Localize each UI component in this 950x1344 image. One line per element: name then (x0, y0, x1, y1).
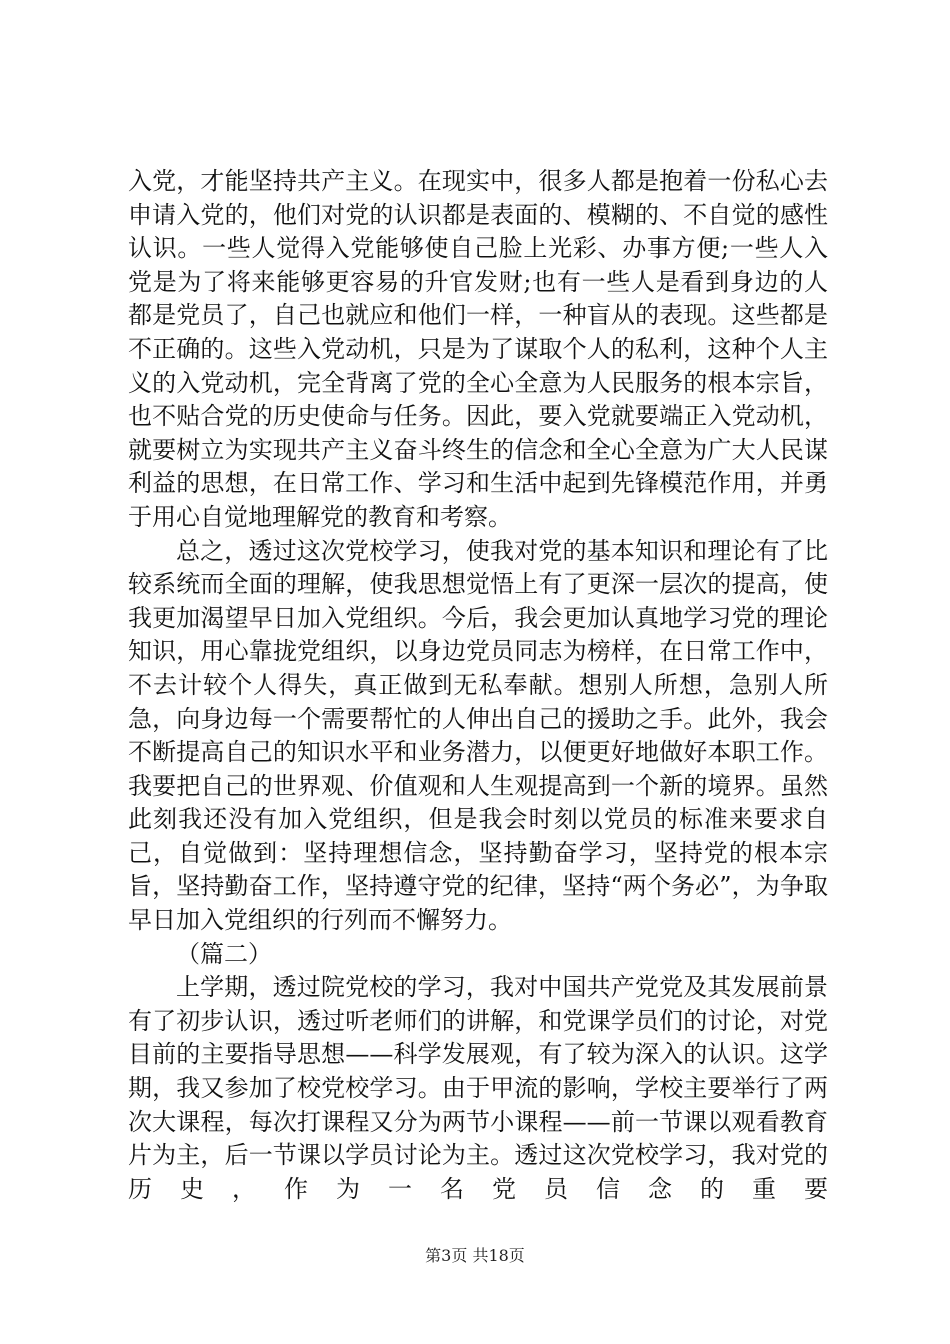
paragraph-section-two: 上学期，透过院党校的学习，我对中国共产党党及其发展前景有了初步认识，透过听老师们的讲解，和党课学员们的讨论，对党目前的主要指导思想——科学发展观，有了较为深入的认识。这学期，我又参加了校党校学习。由于甲流的影响，学校主要举行了两次大课程，每次打课程又分为两节小课程——前一节课以观看教育片为主，后一节课以学员讨论为主。透过这次党校学习，我对党的历史，作为一名党员信念的重要 (128, 973, 828, 1203)
paragraph-summary: 总之，透过这次党校学习，使我对党的基本知识和理论有了比较系统而全面的理解，使我思想觉悟上有了更深一层次的提高，使我更加渴望早日加入党组织。今后，我会更加认真地学习党的理论知识，用心靠拢党组织，以身边党员同志为榜样，在日常工作中，不去计较个人得失，真正做到无私奉献。想别人所想，急别人所急，向身边每一个需要帮忙的人伸出自己的援助之手。此外，我会不断提高自己的知识水平和业务潜力，以便更好地做好本职工作。我要把自己的世界观、价值观和人生观提高到一个新的境界。虽然此刻我还没有加入党组织，但是我会时刻以党员的标准来要求自己，自觉做到：坚持理想信念，坚持勤奋学习，坚持党的根本宗旨，坚持勤奋工作，坚持遵守党的纪律，坚持“两个务必”，为争取早日加入党组织的行列而不懈努力。 (128, 536, 828, 935)
page-number-footer: 第3页 共18页 (425, 1246, 525, 1265)
paragraph-continued: 入党，才能坚持共产主义。在现实中，很多人都是抱着一份私心去申请入党的，他们对党的认识都是表面的、模糊的、不自觉的感性认识。一些人觉得入党能够使自己脸上光彩、办事方便;一些人入党是为了将来能够更容易的升官发财;也有一些人是看到身边的人都是党员了，自己也就应和他们一样，一种盲从的表现。这些都是不正确的。这些入党动机，只是为了谋取个人的私利，这种个人主义的入党动机，完全背离了党的全心全意为人民服务的根本宗旨，也不贴合党的历史使命与任务。因此，要入党就要端正入党动机，就要树立为实现共产主义奋斗终生的信念和全心全意为广大人民谋利益的思想，在日常工作、学习和生活中起到先锋模范作用，并勇于用心自觉地理解党的教育和考察。 (128, 167, 828, 531)
section-heading: （篇二） (176, 939, 272, 968)
body-text (128, 165, 828, 1206)
